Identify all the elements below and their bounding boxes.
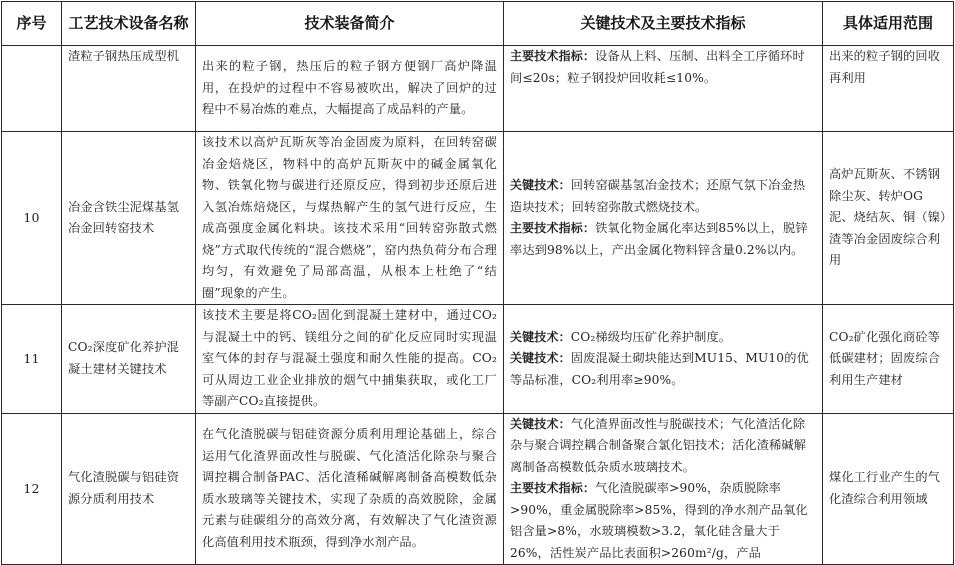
row-key [504, 46, 823, 132]
key-technology [510, 414, 816, 479]
table-row [2, 46, 954, 132]
key-technology-text: CO₂梯级均压矿化养护制度。 [570, 329, 732, 344]
row-no: 11 [2, 305, 62, 414]
row-summary: 出来的粒子钢，热压后的粒子钢方便钢厂高炉降温用，在投炉的过程中不容易被吹出，解决了回炉的过程中不易冶炼的难点，大幅提高了成品料的产量。 [196, 46, 504, 132]
row-name: 冶金含铁尘泥煤基氢冶金回转窑技术 [62, 132, 196, 305]
key-technology-text: 气化渣界面改性与脱碳技术；气化渣活化除杂与聚合调控耦合制备聚合氯化铝技术；活化渣稀碱解离制备高模数低杂质水玻璃技术。 [510, 416, 807, 474]
row-no: 12 [2, 413, 62, 565]
main-indicator-text: 铁氧化物金属化率达到85%以上，脱锌率达到98%以上，产出金属化物料锌含量0.2%以内。 [510, 221, 808, 257]
main-indicator-label: 关键技术： [510, 351, 571, 365]
row-no [2, 46, 62, 132]
row-summary: 该技术主要是将CO₂固化到混凝土建材中，通过CO₂与混凝土中的钙、镁组分之间的矿化反应同时实现温室气体的封存与混凝土强度和耐久性能的提高。CO₂可从周边工业企业排放的烟气中捕集获取，或化工厂等副产CO₂直接提供。 [196, 305, 504, 414]
key-technology [510, 175, 816, 218]
main-indicator-text: 固废混凝土砌块能达到MU15、MU10的优等品标准，CO₂利用率≥90%。 [510, 351, 809, 387]
main-indicator-text: 气化渣脱碳率>90%，杂质脱除率>90%，重金属脱除率>85%，得到的净水剂产品氧化铝含量>8%，水玻璃模数>3.2，氧化硅含量大于26%，活性炭产品比表面积>260m²/g，产品 [510, 481, 808, 560]
main-indicator-label: 主要技术指标： [510, 221, 596, 235]
main-indicator-label: 主要技术指标： [510, 49, 596, 63]
header-name: 工艺技术设备名称 [62, 2, 196, 46]
row-scope: CO₂矿化强化商砼等低碳建材；固废综合利用生产建材 [823, 305, 954, 414]
row-scope: 高炉瓦斯灰、不锈钢除尘灰、转炉OG泥、烧结灰、铜（镍）渣等冶金固废综合利用 [823, 132, 954, 305]
row-name: 渣粒子钢热压成型机 [62, 46, 196, 132]
main-indicator [510, 348, 816, 391]
row-summary: 在气化渣脱碳与铝硅资源分质利用理论基础上，综合运用气化渣界面改性与脱碳、气化渣活化除杂与聚合调控耦合制备PAC、活化渣稀碱解离制备高模数低杂质水玻璃等关键技术，实现了杂质的高效脱除，金属元素与硅碳组分的高效分离，有效解决了气化渣资源化高值利用技术瓶颈，得到净水剂产品。 [196, 413, 504, 565]
main-indicator [510, 46, 816, 89]
key-technology-label: 关键技术： [510, 178, 571, 192]
row-name: CO₂深度矿化养护混凝土建材关键技术 [62, 305, 196, 414]
key-technology-label: 关键技术： [510, 329, 571, 344]
row-name: 气化渣脱碳与铝硅资源分质利用技术 [62, 413, 196, 565]
row-key [504, 305, 823, 414]
key-technology-text: 回转窑碳基氢冶金技术；还原气氛下冶金热造块技术；回转窑弥散式燃烧技术。 [510, 178, 806, 214]
row-summary: 该技术以高炉瓦斯灰等冶金固废为原料，在回转窑碳冶金焙烧区，物料中的高炉瓦斯灰中的碱金属氧化物、铁氧化物与碳进行还原反应，得到初步还原后进入氢冶炼焙烧区，与煤热解产生的氢气进行反应，生成高强度金属化料块。该技术采用“回转窑弥散式燃烧”方式取代传统的“混合燃烧”，窑内热负荷分布合理均匀，有效避免了局部高温，从根本上杜绝了“结圈”现象的产生。 [196, 132, 504, 305]
main-indicator [510, 478, 816, 564]
row-no: 10 [2, 132, 62, 305]
header-row [2, 2, 954, 46]
header-no: 序号 [2, 2, 62, 46]
row-key [504, 413, 823, 565]
header-summary: 技术装备简介 [196, 2, 504, 46]
row-scope: 煤化工行业产生的气化渣综合利用领域 [823, 413, 954, 565]
main-indicator-text: 设备从上料、压制、出料全工序循环时间≤20s；粒子钢投炉回收耗≤10%。 [510, 49, 805, 85]
table-row [2, 132, 954, 305]
key-technology-label: 关键技术： [510, 416, 571, 431]
header-key: 关键技术及主要技术指标 [504, 2, 823, 46]
row-scope: 出来的粒子钢的回收再利用 [823, 46, 954, 132]
header-scope: 具体适用范围 [823, 2, 954, 46]
main-indicator [510, 218, 816, 261]
key-technology [510, 327, 816, 349]
row-key [504, 132, 823, 305]
technology-table [1, 1, 954, 565]
table-row [2, 413, 954, 565]
table-row [2, 305, 954, 414]
main-indicator-label: 主要技术指标： [510, 481, 596, 495]
